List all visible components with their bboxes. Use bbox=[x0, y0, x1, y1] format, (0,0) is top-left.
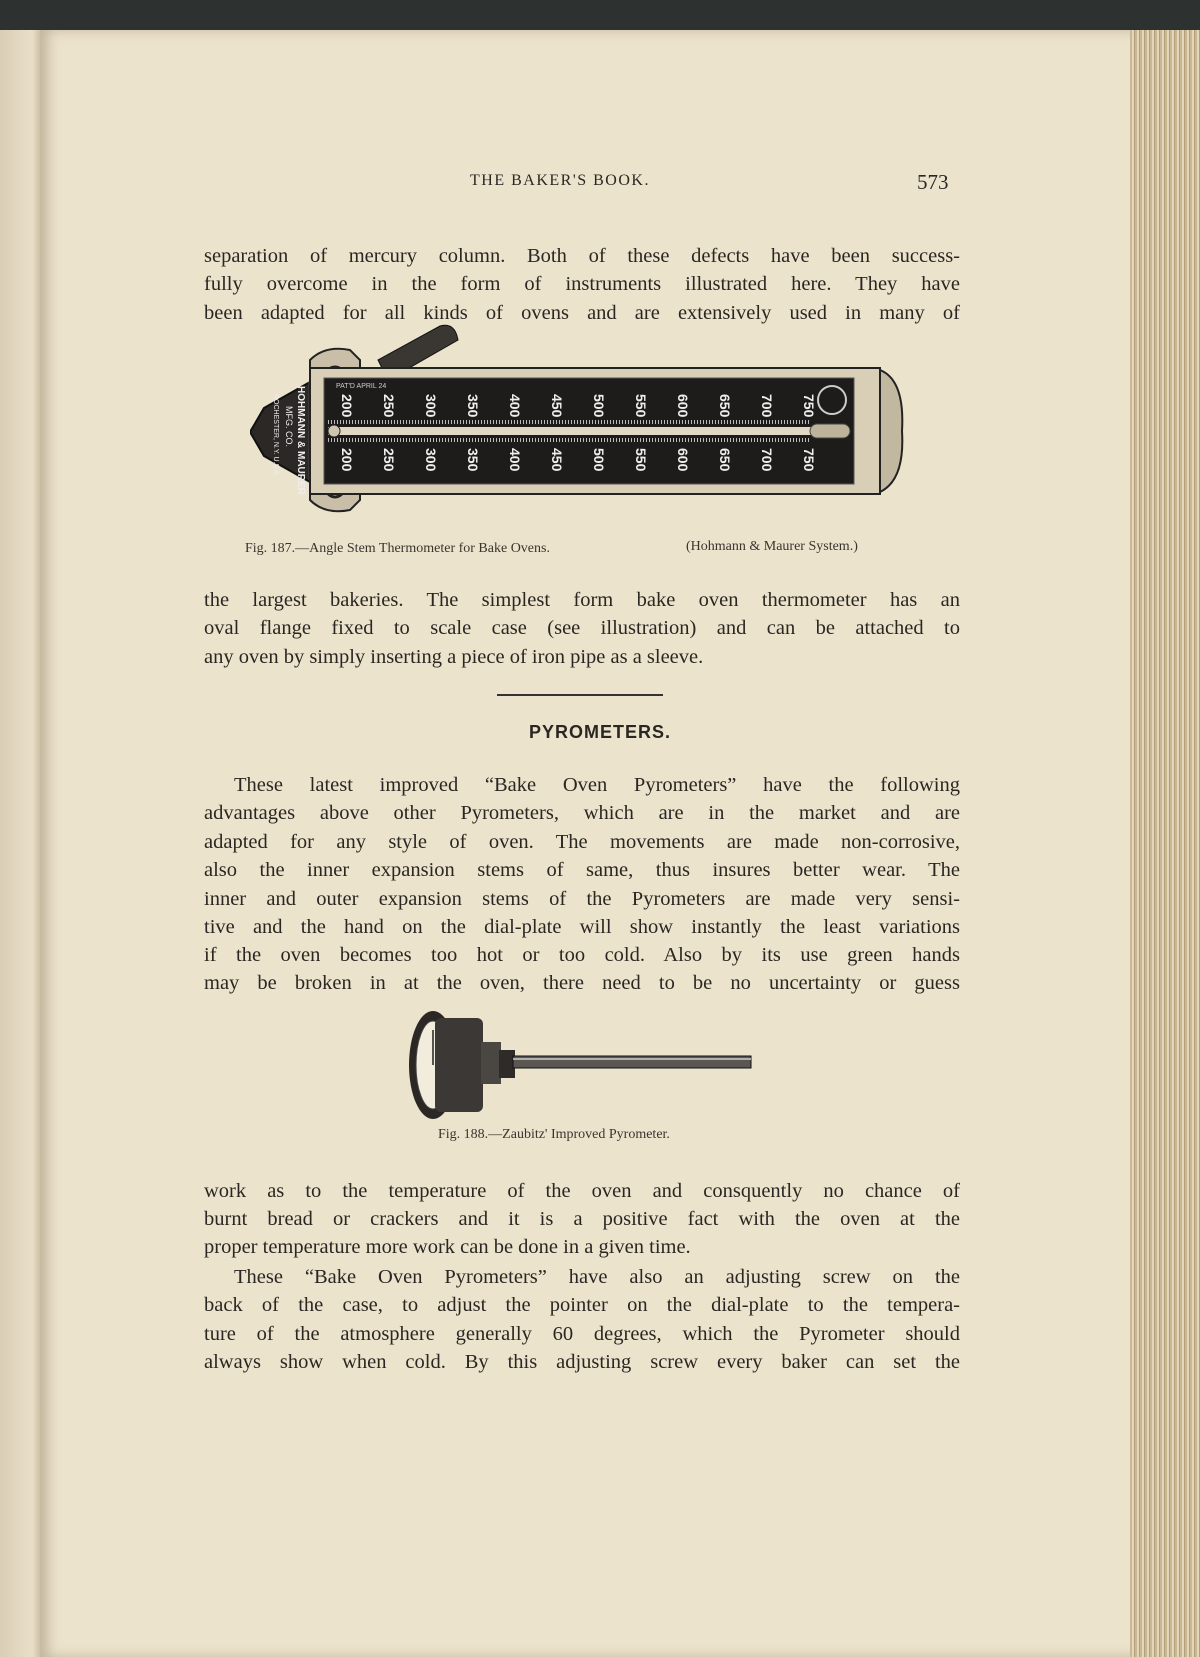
text-line: the largest bakeries. The simplest form bake oven thermometer has an bbox=[204, 589, 960, 611]
text-line: fully overcome in the form of instruments illustrated here. They have bbox=[204, 273, 960, 295]
scale-label: 550 bbox=[633, 448, 649, 472]
scale-label: 500 bbox=[591, 448, 607, 472]
scale-label: 650 bbox=[717, 448, 733, 472]
text-line: oval flange fixed to scale case (see illustration) and can be attached to bbox=[204, 617, 960, 639]
page-number: 573 bbox=[917, 170, 949, 194]
section-divider bbox=[497, 694, 663, 696]
text-line: separation of mercury column. Both of these defects have been success- bbox=[204, 245, 960, 267]
scale-label: 400 bbox=[507, 394, 523, 418]
scale-label: 550 bbox=[633, 394, 649, 418]
text-line: may be broken in at the oven, there need to be no uncertainty or guess bbox=[204, 972, 960, 994]
section-heading: PYROMETERS. bbox=[528, 722, 672, 742]
scale-label: 700 bbox=[759, 448, 775, 472]
text-line: been adapted for all kinds of ovens and are extensively used in many of bbox=[204, 302, 960, 324]
maker-plate-location: ROCHESTER, N.Y. U.S.A. bbox=[272, 394, 279, 477]
text-line: proper temperature more work can be done in a given time. bbox=[204, 1236, 691, 1258]
figure-187-credit: (Hohmann & Maurer System.) bbox=[686, 539, 858, 554]
scale-label: 250 bbox=[381, 448, 397, 472]
scale-label: 700 bbox=[759, 394, 775, 418]
scale-label: 300 bbox=[423, 448, 439, 472]
text-line: work as to the temperature of the oven and consquently no chance of bbox=[204, 1180, 960, 1202]
text-line: These latest improved “Bake Oven Pyrometers” have the following bbox=[234, 774, 960, 796]
figure-187-caption: Fig. 187.—Angle Stem Thermometer for Bake Ovens. bbox=[245, 541, 550, 556]
scale-label: 400 bbox=[507, 448, 523, 472]
patent-text: PAT'D APRIL 24 bbox=[336, 383, 387, 390]
scale-label: 600 bbox=[675, 448, 691, 472]
scale-label: 250 bbox=[381, 394, 397, 418]
running-title: THE BAKER'S BOOK. bbox=[470, 172, 650, 189]
text-line: tive and the hand on the dial-plate will show instantly the least variations bbox=[204, 916, 960, 938]
text-line: also the inner expansion stems of same, thus insures better wear. The bbox=[204, 859, 960, 881]
scale-label: 200 bbox=[339, 448, 355, 472]
scale-label: 450 bbox=[549, 448, 565, 472]
text-line: adapted for any style of oven. The movements are made non-corrosive, bbox=[204, 831, 960, 853]
figure-187-thermometer bbox=[250, 320, 910, 540]
scale-label: 750 bbox=[801, 448, 817, 472]
page-stack-edge bbox=[1130, 30, 1200, 1657]
scale-label: 600 bbox=[675, 394, 691, 418]
text-line: if the oven becomes too hot or too cold. Also by its use green hands bbox=[204, 944, 960, 966]
text-line: burnt bread or crackers and it is a positive fact with the oven at the bbox=[204, 1208, 960, 1230]
maker-plate-name: HOHMANN & MAURER bbox=[295, 386, 306, 495]
scale-label: 650 bbox=[717, 394, 733, 418]
text-line: always show when cold. By this adjusting screw every baker can set the bbox=[204, 1351, 960, 1373]
scale-label: 750 bbox=[801, 394, 817, 418]
text-line: back of the case, to adjust the pointer on the dial-plate to the tempera- bbox=[204, 1294, 960, 1316]
scale-label: 300 bbox=[423, 394, 439, 418]
text-line: inner and outer expansion stems of the Pyrometers are made very sensi- bbox=[204, 888, 960, 910]
scale-label: 350 bbox=[465, 448, 481, 472]
text-line: advantages above other Pyrometers, which are in the market and are bbox=[204, 802, 960, 824]
figure-188-pyrometer bbox=[405, 1008, 770, 1123]
scale-label: 500 bbox=[591, 394, 607, 418]
scale-label: 350 bbox=[465, 394, 481, 418]
text-line: These “Bake Oven Pyrometers” have also an adjusting screw on the bbox=[234, 1266, 960, 1288]
figure-188-caption: Fig. 188.—Zaubitz' Improved Pyrometer. bbox=[438, 1127, 670, 1142]
text-line: ture of the atmosphere generally 60 degrees, which the Pyrometer should bbox=[204, 1323, 960, 1345]
scale-label: 200 bbox=[339, 394, 355, 418]
text-line: any oven by simply inserting a piece of iron pipe as a sleeve. bbox=[204, 646, 704, 668]
maker-plate-company: MFG. CO. bbox=[284, 406, 294, 447]
scale-label: 450 bbox=[549, 394, 565, 418]
